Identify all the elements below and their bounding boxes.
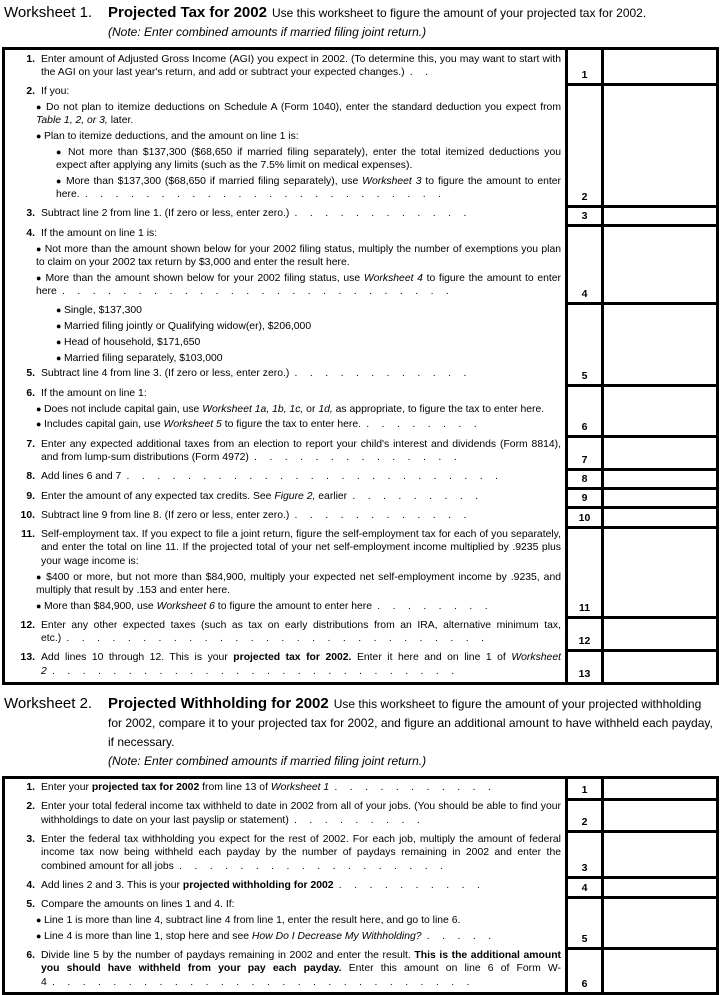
dot-leader: . . . . . . . . [361,419,477,431]
line-number: 3. [26,208,35,220]
worksheet-2-row-2 [5,798,716,831]
line-item [5,509,561,522]
dot-leader: . . [404,66,429,78]
row-number-cell: 3 [565,205,601,224]
worksheet-1-row-6 [5,384,716,435]
text-segment: projected withholding for 2002 [182,879,334,891]
line-item [5,53,561,80]
dot-leader: . . . . . . . . . . . [329,782,491,794]
line-number: 2. [26,801,35,813]
line-item [5,207,561,220]
dot-leader: . . . . . . . . . . [333,879,480,891]
text-segment: as appropriate, to figure the tax to enter here. [332,403,545,415]
text-segment: Includes capital gain, use [43,419,164,431]
row-text [5,876,565,895]
worksheet-1-row-4 [5,224,716,301]
worksheet-1-row-2 [5,83,716,205]
page [0,3,721,991]
dot-leader: . . . . . . . . . . . . . . . . . . . . . . . . [79,189,441,201]
text-segment: Add lines 6 and 7 [41,471,122,483]
text-segment: Worksheet 4 [363,272,423,284]
line-item [5,651,561,678]
entry-box-1-4[interactable] [601,224,716,301]
row-number-cell: 5 [565,302,601,384]
entry-box-1-7[interactable] [601,435,716,468]
entry-box-1-11[interactable] [601,526,716,617]
dot-leader: . . . . . . . . . . . . [289,509,467,521]
worksheet-2-table [2,776,719,995]
text-segment: Enter the amount of any expected tax credits. See [41,490,275,502]
row-number-cell: 2 [565,798,601,831]
bullet-icon: ● [36,600,44,611]
bullet-icon: ● [36,571,47,582]
dot-leader: . . . . . . . . . . . . . . . . . . . . . . . . . . . . [61,633,484,645]
text-segment: Line 4 is more than line 1, stop here and see [43,930,252,942]
dot-leader: . . . . . . . . . . . . . . . . . . . . . . . . . . . . [46,976,470,988]
text-segment: Enter it here and on line 1 of [351,652,512,664]
dot-leader: . . . . . [421,930,492,942]
worksheet-2-label: Worksheet 2. [4,694,93,712]
row-number-cell: 1 [565,50,601,83]
row-text [5,205,565,224]
worksheet-2-row-6 [5,947,716,993]
bullet-icon: ● [56,146,69,157]
dot-leader: . . . . . . . . . . . . . . . . . . . . . . . . . [121,471,498,483]
text-segment: Enter any expected additional taxes from an election to report your child's interest and dividends (Form 8814), and from lump-sum distributions (Form 4972) [41,438,561,463]
line-number: 7. [26,438,35,450]
entry-box-1-5[interactable] [601,302,716,384]
text-segment: How Do I Decrease My Withholding? [251,930,422,942]
line-item [5,619,561,646]
entry-box-2-5[interactable] [601,896,716,947]
text-segment: Enter your total federal income tax withheld to date in 2002 from all of your jobs. (You should be able to find your withholdings to date on your last payslip or statement) [41,801,561,826]
line-number: 3. [26,833,35,845]
row-number-cell: 5 [565,896,601,947]
entry-box-1-8[interactable] [601,468,716,487]
line-item [5,490,561,503]
row-number-cell: 6 [565,947,601,993]
line-number: 9. [26,490,35,502]
text-segment: Worksheet 2 [41,652,561,677]
row-text [5,83,565,205]
dot-leader: . . . . . . . . . . . . [289,368,467,380]
text-segment: 1d, [318,403,333,415]
row-number-cell: 4 [565,876,601,895]
line-number: 13. [20,652,35,664]
row-text [5,224,565,301]
bullet-icon: ● [56,321,64,332]
text-segment: later. [107,115,134,127]
bullet-icon: ● [56,336,64,347]
bullet-icon: ● [36,419,44,430]
bullet-item [5,600,561,613]
row-number-cell: 8 [565,468,601,487]
row-text [5,526,565,617]
text-segment: Not more than $137,300 ($68,650 if married filing separately), enter the total itemized deductions you expect after applying any limits (such as the 7.5% limit on medical expenses). [56,146,562,172]
entry-box-1-9[interactable] [601,487,716,506]
bullet-item [5,101,561,128]
line-number: 8. [26,471,35,483]
line-number: 10. [20,509,35,521]
bullet-item [5,336,561,349]
dot-leader: . . . . . . . . . . . . . . . . . . . . . . . . . . . [46,665,455,677]
dot-leader: . . . . . . . . . . . . [289,208,467,220]
row-number-cell: 7 [565,435,601,468]
worksheet-1-row-7 [5,435,716,468]
bullet-item [5,146,561,173]
text-segment: from line 13 of [199,782,271,794]
line-item [5,879,561,892]
row-number-cell: 9 [565,487,601,506]
line-item [5,367,561,380]
text-segment: to figure the amount to enter here. [56,175,562,201]
dot-leader: . . . . . . . . . . . . . . [248,451,457,463]
text-segment: Worksheet 1 [270,782,330,794]
text-segment: Enter any other expected taxes (such as tax on early distributions from an IRA, alternative minimum tax, etc.) [41,619,561,645]
entry-box-1-2[interactable] [601,83,716,205]
line-number: 2. [26,86,35,98]
bullet-icon: ● [56,305,64,316]
text-segment: Self-employment tax. If you expect to file a joint return, figure the self-employment tax for each of you separately, and enter the total on line 11. If the projected total of your net self-employment income multiplied by .9235 plus your wage income is: [41,529,561,567]
line-item [5,387,561,400]
line-item [5,528,561,568]
text-segment: Add lines 2 and 3. This is your [41,879,183,891]
text-segment: Head of household, $171,650 [63,336,201,348]
text-segment: This is the additional amount you should have withheld from your pay each payday. [41,950,561,975]
text-segment: If the amount on line 1 is: [41,227,158,239]
line-number: 5. [26,899,35,911]
worksheet-2-note: (Note: Enter combined amounts if married filing joint return.) [108,753,427,768]
worksheet-1-header [4,3,719,42]
bullet-item [5,571,561,598]
worksheet-1-row-5 [5,302,716,384]
entry-box-1-6[interactable] [601,384,716,435]
text-segment: Divide line 5 by the number of paydays remaining in 2002 and enter the result. [41,950,415,962]
entry-box-2-3[interactable] [601,830,716,876]
bullet-item [5,243,561,270]
worksheet-2-header [4,694,719,771]
text-segment: to figure the amount to enter here [36,272,562,297]
line-number: 1. [26,782,35,794]
entry-box-1-13[interactable] [601,649,716,682]
worksheet-1-row-3 [5,205,716,224]
text-segment: More than the amount shown below for your 2002 filing status, use [45,272,364,284]
text-segment: More than $84,900, use [43,600,157,612]
bullet-icon: ● [36,101,46,112]
bullet-icon: ● [36,403,44,414]
worksheet-1-row-8 [5,468,716,487]
text-segment: Plan to itemize deductions, and the amount on line 1 is: [43,130,299,142]
dot-leader: . . . . . . . . . . . . . . . . . . [173,860,444,872]
worksheet-1-label: Worksheet 1. [4,4,93,21]
worksheet-1-title: Projected Tax for 2002 [108,4,267,21]
worksheet-1-desc: Use this worksheet to figure the amount of your projected tax for 2002. [271,6,647,20]
row-text [5,487,565,506]
text-segment: Figure 2, [274,490,316,502]
text-segment: Add lines 10 through 12. This is your [41,652,234,664]
line-number: 6. [26,387,35,399]
text-segment: Single, $137,300 [63,305,142,317]
entry-box-2-6[interactable] [601,947,716,993]
text-segment: Table 1, 2, or 3, [36,115,108,127]
bullet-item [5,930,561,943]
line-number: 4. [26,227,35,239]
bullet-icon: ● [56,175,66,186]
entry-box-2-2[interactable] [601,798,716,831]
row-text [5,896,565,947]
text-segment: Line 1 is more than line 4, subtract line 4 from line 1, enter the result here, and go to line 6. [43,914,461,926]
worksheet-1-row-10 [5,506,716,525]
line-number: 11. [21,529,35,541]
text-segment: $400 or more, but not more than $84,900, multiply your expected net self-employment income by .9235, and multiply that result by .153 and enter here. [36,571,562,596]
line-item [5,85,561,98]
row-text [5,506,565,525]
bullet-item [5,914,561,927]
text-segment: Enter the federal tax withholding you expect for the rest of 2002. For each job, multiply the amount of federal income tax now being withheld each payday by the number of paydays remaining in 2002 and enter the combined amount for all jobs [41,833,561,872]
text-segment: Not more than the amount shown below for your 2002 filing status, multiply the number of exemptions you plan to claim on your 2002 tax return by $3,000 and enter the result here. [36,243,562,268]
entry-box-2-4[interactable] [601,876,716,895]
worksheet-1-row-12 [5,616,716,649]
text-segment: More than $137,300 ($68,650 if married filing separately), use [65,175,363,187]
bullet-item [5,175,561,202]
bullet-icon: ● [36,130,44,141]
worksheet-1-note: (Note: Enter combined amounts if married filing joint return.) [108,25,427,39]
text-segment: Worksheet 6 [156,600,215,612]
bullet-item [5,130,561,143]
row-number-cell: 11 [565,526,601,617]
bullet-item [5,272,561,299]
text-segment: Worksheet 5 [163,419,222,431]
dot-leader: . . . . . . . . . [347,490,479,502]
row-text [5,50,565,83]
worksheet-2-row-3 [5,830,716,876]
row-text [5,468,565,487]
bullet-icon: ● [36,914,44,925]
text-segment: Subtract line 2 from line 1. (If zero or less, enter zero.) [41,208,290,220]
row-text [5,798,565,831]
line-number: 4. [26,879,35,891]
row-number-cell: 3 [565,830,601,876]
text-segment: Subtract line 9 from line 8. (If zero or less, enter zero.) [41,509,290,521]
text-segment: projected tax for 2002 [91,782,200,794]
line-item [5,438,561,465]
text-segment: Worksheet 3 [362,175,422,187]
text-segment: to figure the tax to enter here. [221,419,362,431]
row-text [5,435,565,468]
text-segment: earlier [315,490,348,502]
row-text [5,779,565,798]
line-item [5,227,561,240]
text-segment: If you: [41,86,70,98]
bullet-item [5,418,561,431]
text-segment: Does not include capital gain, use [43,403,203,415]
bullet-item [5,320,561,333]
worksheet-1-row-9 [5,487,716,506]
dot-leader: . . . . . . . . [372,600,488,612]
worksheet-2-row-4 [5,876,716,895]
text-segment: Worksheet 1a, 1b, 1c, [202,403,304,415]
bullet-item [5,304,561,317]
row-text [5,302,565,384]
line-number: 5. [26,368,35,380]
text-segment: Subtract line 4 from line 3. (If zero or less, enter zero.) [41,368,290,380]
bullet-icon: ● [36,930,44,941]
text-segment: Do not plan to itemize deductions on Schedule A (Form 1040), enter the standard deduction you expect from [45,101,561,113]
bullet-icon: ● [36,243,45,254]
row-number-cell: 1 [565,779,601,798]
row-number-cell: 13 [565,649,601,682]
worksheet-1-table [2,47,719,685]
bullet-item [5,403,561,416]
entry-box-1-3[interactable] [601,205,716,224]
line-number: 1. [26,53,35,65]
row-text [5,616,565,649]
text-segment: Compare the amounts on lines 1 and 4. If: [41,899,235,911]
worksheet-1-row-13 [5,649,716,682]
text-segment: Married filing jointly or Qualifying widow(er), $206,000 [63,321,312,333]
line-item [5,800,561,827]
worksheet-2-row-5 [5,896,716,947]
line-item [5,833,561,873]
entry-box-1-12[interactable] [601,616,716,649]
dot-leader: . . . . . . . . . [288,814,420,826]
text-segment: If the amount on line 1: [41,387,147,399]
text-segment: to figure the amount to enter here [214,600,373,612]
row-number-cell: 10 [565,506,601,525]
dot-leader: . . . . . . . . . . . . . . . . . . . . . . . . . . [56,285,449,297]
worksheet-2-row-1 [5,779,716,798]
row-text [5,649,565,682]
entry-box-2-1[interactable] [601,779,716,798]
line-item [5,898,561,911]
row-text [5,947,565,993]
worksheet-2-desc: Use this worksheet to figure the amount of your projected withholding for 2002, compare it to your projected tax for 2002, and figure an additional amount to have withheld each payday, if necessary. [108,696,713,749]
row-text [5,830,565,876]
line-item [5,949,561,989]
text-segment: Enter your [41,782,92,794]
row-number-cell: 2 [565,83,601,205]
line-number: 6. [26,950,35,962]
text-segment: Enter amount of Adjusted Gross Income (AGI) you expect in 2002. (To determine this, you may want to start with the AGI on your last year's return, and add or subtract your expected changes.) [41,53,561,78]
worksheet-2-title: Projected Withholding for 2002 [108,694,329,712]
worksheet-1-row-11 [5,526,716,617]
text-segment: projected tax for 2002. [233,652,352,664]
line-item [5,781,561,794]
bullet-icon: ● [56,352,64,363]
row-number-cell: 6 [565,384,601,435]
text-segment: Married filing separately, $103,000 [63,352,223,364]
text-segment: or [303,403,319,415]
bullet-item [5,352,561,365]
text-segment: Enter this amount on line 6 of Form W-4 [41,963,561,988]
line-item [5,470,561,483]
entry-box-1-10[interactable] [601,506,716,525]
worksheet-1-row-1 [5,50,716,83]
line-number: 12. [20,619,35,631]
entry-box-1-1[interactable] [601,50,716,83]
bullet-icon: ● [36,272,46,283]
row-number-cell: 4 [565,224,601,301]
row-text [5,384,565,435]
row-number-cell: 12 [565,616,601,649]
